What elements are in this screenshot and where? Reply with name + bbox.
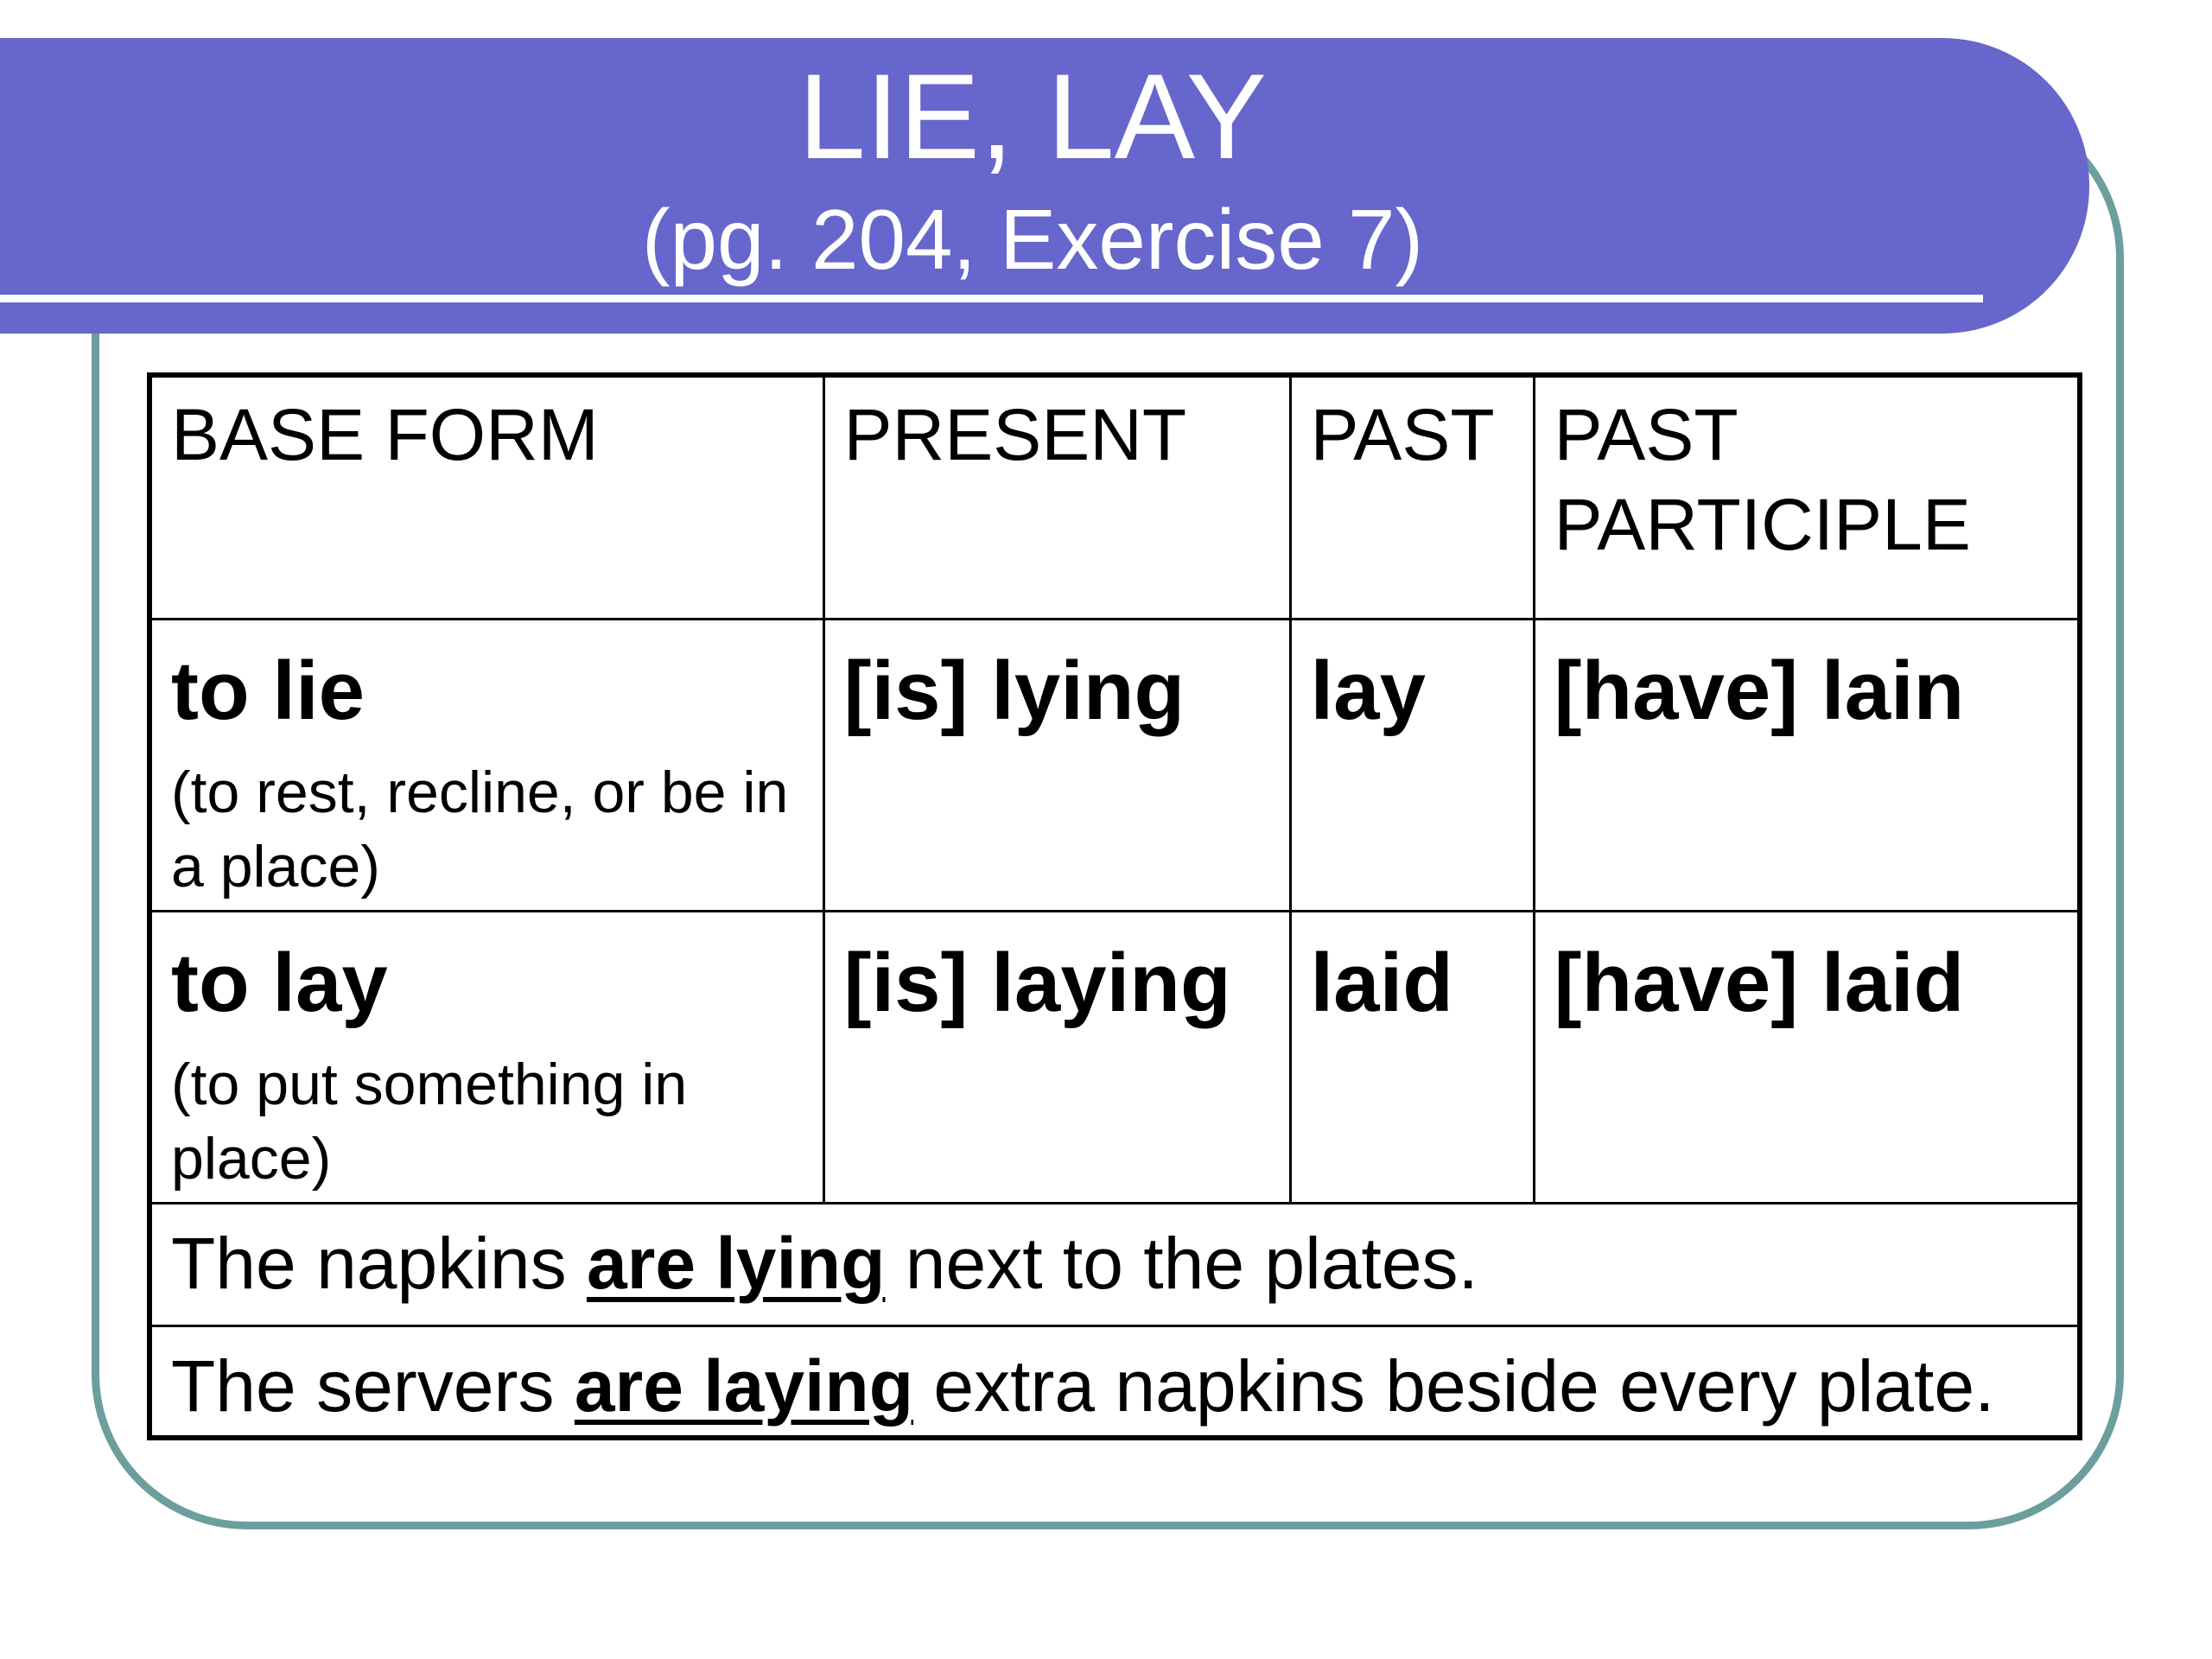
verb-present: [is] laying	[843, 936, 1231, 1029]
example-sentence-lay	[149, 1325, 2080, 1438]
verb-forms-table	[147, 372, 2082, 1440]
example-sentence-row	[149, 1325, 2080, 1438]
example-sentence-lie	[149, 1203, 2080, 1325]
sentence-after: next to the plates.	[885, 1222, 1478, 1304]
table-row	[149, 619, 2080, 911]
cell-participle-lay	[1534, 911, 2080, 1203]
header-past-participle-line2: PARTICIPLE	[1554, 484, 1971, 565]
title-underline	[0, 295, 1983, 302]
header-past-participle-line1: PAST	[1554, 394, 1738, 475]
header-present: PRESENT	[823, 375, 1290, 619]
example-sentence-row	[149, 1203, 2080, 1325]
cell-base-lay	[149, 911, 823, 1203]
verb-definition: (to rest, recline, or be in a place)	[171, 759, 789, 899]
cell-participle-lie	[1534, 619, 2080, 911]
verb-past: lay	[1310, 644, 1426, 737]
sentence-after: extra napkins beside every plate.	[913, 1344, 1995, 1427]
header-past: PAST	[1290, 375, 1534, 619]
cell-past-lie	[1290, 619, 1534, 911]
sentence-before: The servers	[171, 1344, 575, 1427]
verb-past: laid	[1310, 936, 1453, 1029]
cell-base-lie	[149, 619, 823, 911]
verb-present: [is] lying	[843, 644, 1185, 737]
verb-base: to lie	[171, 644, 365, 737]
slide-subtitle: (pg. 204, Exercise 7)	[641, 192, 1424, 287]
table-row	[149, 911, 2080, 1203]
cell-present-lay	[823, 911, 1290, 1203]
cell-present-lie	[823, 619, 1290, 911]
header-past-participle	[1534, 375, 2080, 619]
table-header-row	[149, 375, 2080, 619]
verb-past-participle: [have] lain	[1554, 644, 1965, 737]
verb-definition: (to put something in place)	[171, 1051, 688, 1192]
verb-past-participle: [have] laid	[1554, 936, 1965, 1029]
cell-past-lay	[1290, 911, 1534, 1203]
header-base-form: BASE FORM	[149, 375, 823, 619]
verb-base: to lay	[171, 936, 388, 1029]
sentence-before: The napkins	[171, 1222, 587, 1304]
sentence-emphasis: are laying	[574, 1344, 914, 1427]
sentence-emphasis: are lying	[586, 1222, 886, 1304]
slide-title: LIE, LAY	[798, 48, 1268, 184]
